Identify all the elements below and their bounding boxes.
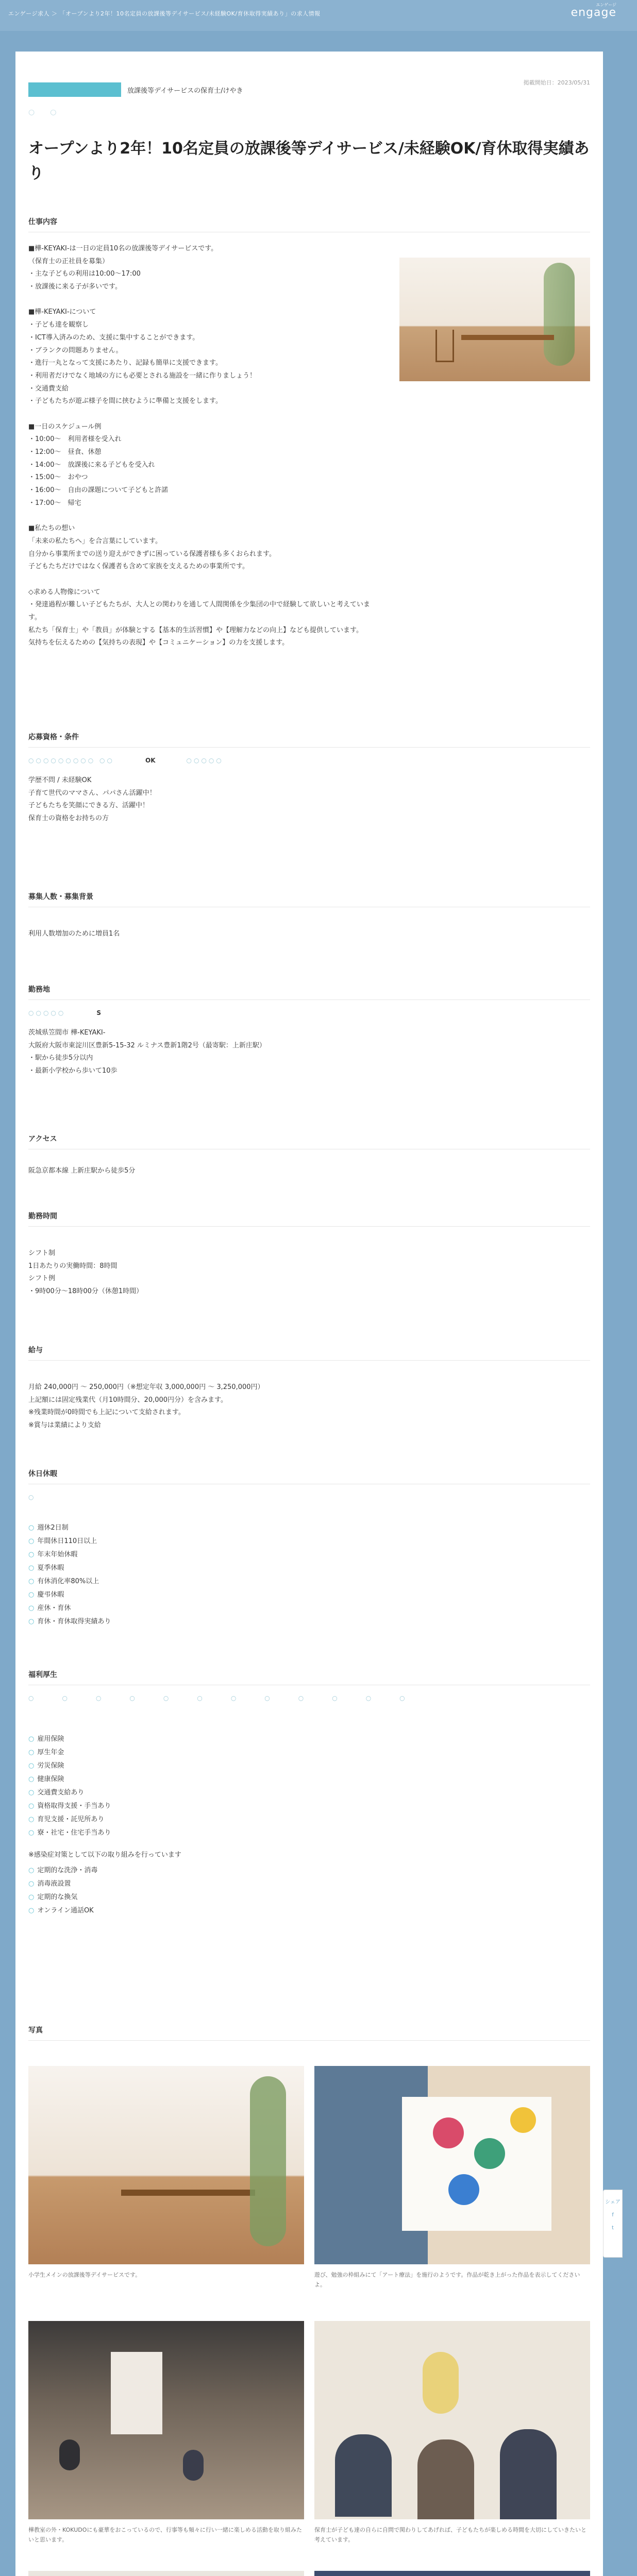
location-badge: S xyxy=(96,1009,102,1016)
photo-caption: 遊び、勉強の枠組みにて「アート療法」を施行のようです。作品が乾き上がった作品を表示してくださいよ。 xyxy=(314,2272,580,2288)
photo-table xyxy=(461,335,554,340)
list-item: ○ 夏季休暇 xyxy=(28,1562,590,1575)
photo-plant xyxy=(544,263,575,366)
ok-badge: OK xyxy=(145,757,156,764)
photo-chair xyxy=(435,330,454,362)
page-title: オープンより2年！10名定員の放課後等デイサービス/未経験OK/育休取得実績あり xyxy=(28,140,590,182)
section-heading: 写真 xyxy=(28,2020,590,2041)
list-item: ○ 寮・社宅・住宅手当あり xyxy=(28,1826,590,1840)
list-item: ○ 資格取得支援・手当あり xyxy=(28,1800,590,1813)
photo-image xyxy=(314,2066,590,2264)
hours-text: シフト制 1日あたりの実働時間：8時間 シフト例 ・9時00分〜18時00分（休憩1時間） xyxy=(28,1249,143,1296)
job-tag: 放課後等デイサービスの保育士/けやき xyxy=(127,87,243,95)
share-label: シェア xyxy=(605,2199,621,2205)
section-headcount xyxy=(28,886,590,941)
section-requirements xyxy=(28,726,590,825)
list-item: ○ 育休・育休取得実績あり xyxy=(28,1615,590,1629)
section-benefits xyxy=(28,1664,590,1918)
twitter-icon[interactable]: t xyxy=(612,2225,614,2231)
photo-caption: 樺教室の外・KOKUDOにも豪華をおこっているので、行事等も頻々に行い一緒に楽しめる活動を取り組みたいと思います。 xyxy=(28,2527,302,2543)
list-item: ○ 定期的な洗浄・消毒 xyxy=(28,1864,590,1877)
list-item: ○ 厚生年金 xyxy=(28,1746,590,1759)
photo-caption: 小学生メインの放課後等デイサービスです。 xyxy=(28,2272,141,2278)
section-heading: アクセス xyxy=(28,1128,590,1149)
section-heading: 勤務地 xyxy=(28,979,590,1000)
tag-swatch xyxy=(28,82,121,97)
posted-date: 掲載開始日：2023/05/31 xyxy=(523,79,590,86)
decor-dots: ○○ xyxy=(28,108,72,116)
photo-card[interactable] xyxy=(314,2571,590,2576)
photo-card[interactable] xyxy=(314,2321,590,2545)
access-text: 阪急京都本線 上新庄駅から徒歩5分 xyxy=(28,1167,136,1175)
headcount-text: 利用人数増加のために増員1名 xyxy=(28,930,120,938)
benefit-list xyxy=(28,1733,590,1840)
section-location xyxy=(28,979,590,1078)
section-heading: 勤務時間 xyxy=(28,1206,590,1227)
list-item: ○ 定期的な換気 xyxy=(28,1891,590,1904)
list-item: ○ 消毒液設置 xyxy=(28,1877,590,1891)
list-item: ○ 雇用保険 xyxy=(28,1733,590,1746)
photo-card[interactable] xyxy=(28,2321,304,2545)
section-hours xyxy=(28,1206,590,1298)
job-text: ■樺-KEYAKI-は一日の定員10名の放課後等デイサービスです。 （保育士の正社員を募集） ・主な子どもの利用は10:00〜17:00 ・放課後に来る子が多いです。 ■樺-KEYAKI-について ・子ども達を観察し ・ICT導入済みのため、支援に集中することができます。 ・ブランクの問題ありません。 ・進行一丸となって支援にあたり、記録も簡単に支援できます。 ・利用者だけでなく地域の方にも必要とされる施設を一緒に作りましょう！ ・交通費支給 ・子どもたちが遊ぶ様子を間に挟むように準備と支援をします。 ■一日のスケジュール例 ・10:00〜 利用者様を受入れ ・12:00〜 昼食、休憩 ・14:00〜 放課後に来る子どもを受入れ ・15:00〜 おやつ ・16:00〜 自由の課題について子どもと許諾 ・17:00〜 帰宅 ■私たちの想い 「未来の私たちへ」を合言葉にしています。 自分から事業所までの送り迎えができずに困っている保護者様も多くおられます。 子どもたちだけではなく保護者も含めて家族を支えるための事業所です。 ◇求める人物像について ・発達過程が難しい子どもたちが、大人との関わりを通して人間関係を少集団の中で経験して欲しいと考えています。 私たち「保育士」や「教員」が体験とする【基本的生活習慣】や【理解力などの向上】なども提供しています。 気持ちを伝えるための【気持ちの表現】や【コミュニケーション】の力を支援します。 xyxy=(28,245,371,647)
section-job xyxy=(28,211,590,650)
tag-bar xyxy=(28,82,243,97)
req-text: 学歴不問 / 未経験OK 子育て世代のママさん、パパさん活躍中！ 子どもたちを笑顔にできる方、活躍中！ 保育士の資格をお持ちの方 xyxy=(28,776,156,823)
photo-image xyxy=(314,2571,590,2576)
section-salary xyxy=(28,1340,590,1432)
photo-caption: 保育士が子ども達の自らに自問で関わりしてあげれば、子どもたちが楽しめる時間を大切にしていきたいと考えています。 xyxy=(314,2527,586,2543)
top-bar xyxy=(0,0,637,31)
benefit-extra-list xyxy=(28,1864,590,1918)
holiday-list xyxy=(28,1521,590,1629)
section-holiday xyxy=(28,1463,590,1629)
brand-sub: エンゲージ xyxy=(596,3,616,7)
facebook-icon[interactable]: f xyxy=(612,2212,614,2218)
section-heading: 給与 xyxy=(28,1340,590,1361)
list-item: ○ 慶弔休暇 xyxy=(28,1588,590,1602)
list-item: ○ 労災保険 xyxy=(28,1759,590,1773)
section-heading: 応募資格・条件 xyxy=(28,726,590,748)
brand-logo[interactable] xyxy=(571,3,616,19)
list-item: ○ 産休・育休 xyxy=(28,1602,590,1615)
section-photos xyxy=(28,2020,590,2041)
benefit-badges: ○○○○○○○○○○○○ xyxy=(28,1694,433,1702)
photo-image xyxy=(28,2571,304,2576)
list-item: ○ 交通費支給あり xyxy=(28,1786,590,1800)
section-heading: 福利厚生 xyxy=(28,1664,590,1685)
salary-text: 月給 240,000円 〜 250,000円（※想定年収 3,000,000円 〜 3,250,000円） 上記額には固定残業代（月10時間分、20,000円分）を含みます。 ※残業時間が0時間でも上記について支給されます。 ※賞与は業績により支給 xyxy=(28,1383,264,1430)
holiday-badges: ○ xyxy=(28,1494,36,1501)
location-text: 茨城県笠間市 樺-KEYAKI- 大阪府大阪市東淀川区豊新5-15-32 ルミナス豊新1階2号（最寄駅：上新庄駅） ・駅から徒歩5分以内 ・最新小学校から歩いて10歩 xyxy=(28,1029,266,1075)
job-card xyxy=(15,52,603,2576)
req-badges: ○○○○○○○○○ ○○ OK ○○○○○ xyxy=(28,757,224,764)
section-heading: 仕事内容 xyxy=(28,211,590,232)
list-item: ○ 有休消化率80%以上 xyxy=(28,1575,590,1588)
photo-image xyxy=(28,2066,304,2264)
photo-card[interactable] xyxy=(314,2066,590,2290)
section-access xyxy=(28,1128,590,1178)
photo-image xyxy=(314,2321,590,2519)
section-heading: 休日休暇 xyxy=(28,1463,590,1484)
job-photo xyxy=(399,258,590,381)
list-item: ○ 週休2日制 xyxy=(28,1521,590,1535)
list-item: ○ 年間休日110日以上 xyxy=(28,1535,590,1548)
list-item: ○ オンライン通話OK xyxy=(28,1904,590,1918)
list-item: ○ 育児支援・託児所あり xyxy=(28,1813,590,1826)
list-item: ○ 年末年始休暇 xyxy=(28,1548,590,1562)
photo-image xyxy=(28,2321,304,2519)
section-heading: 募集人数・募集背景 xyxy=(28,886,590,907)
list-item: ○ 健康保険 xyxy=(28,1773,590,1786)
brand-name: engage xyxy=(571,6,616,19)
photo-card[interactable] xyxy=(28,2066,304,2280)
share-sidebar xyxy=(603,2190,623,2258)
breadcrumb[interactable]: エンゲージ求人 ＞ 「オープンより2年！10名定員の放課後等デイサービス/未経験OK/育休取得実績あり」の求人情報 xyxy=(8,10,321,17)
photo-card[interactable] xyxy=(28,2571,304,2576)
location-badges: ○○○○○ S xyxy=(28,1009,102,1016)
benefit-extra-title: ※感染症対策として以下の取り組みを行っています xyxy=(28,1851,181,1859)
